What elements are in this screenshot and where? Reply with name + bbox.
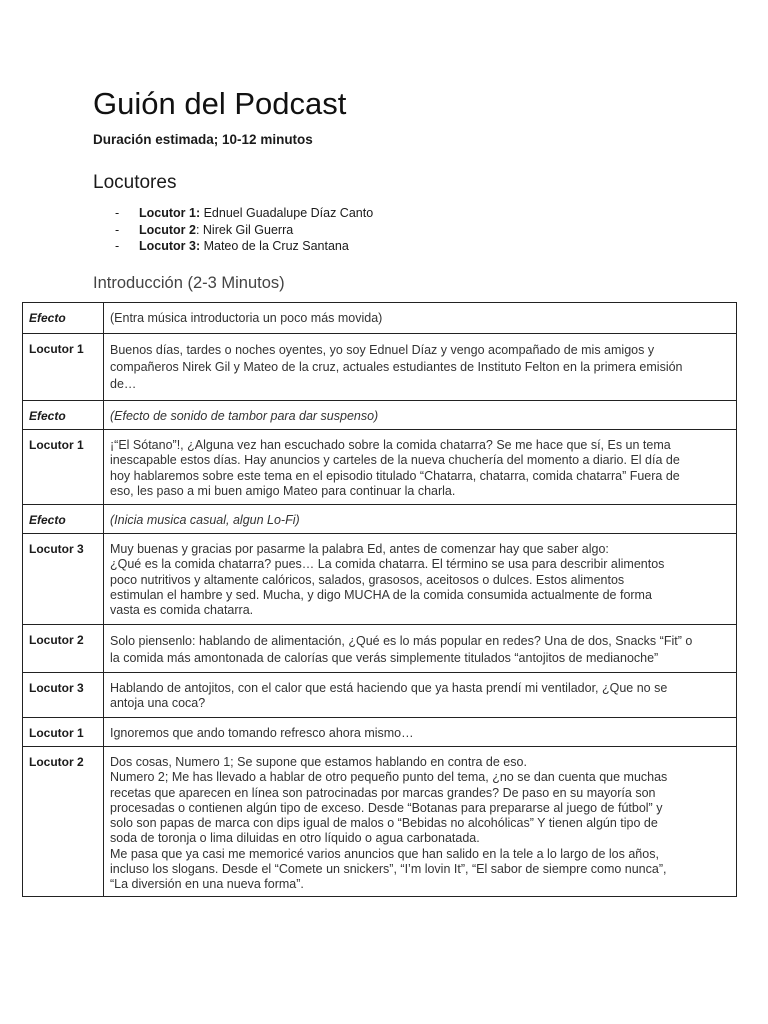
role-cell: Locutor 2: [23, 625, 104, 673]
table-row: [23, 534, 737, 625]
dialogue-line: vasta es comida chatarra.: [110, 603, 254, 618]
duration-subtitle: Duración estimada; 10-12 minutos: [93, 132, 313, 147]
speakers-heading: Locutores: [93, 172, 177, 193]
speaker-item: [115, 238, 373, 255]
dialogue-line: ¿Qué es la comida chatarra? pues… La comida chatarra. El término se usa para describir alimentos: [110, 557, 665, 572]
table-row: [23, 430, 737, 505]
table-row: [23, 673, 737, 718]
role-cell: Locutor 3: [23, 534, 104, 625]
role-cell: Locutor 3: [23, 673, 104, 718]
role-cell: Locutor 1: [23, 718, 104, 747]
dialogue-line: la comida más amontonada de calorías que verás simplemente titulados “antojitos de medianoche”: [110, 651, 659, 665]
script-table: [22, 302, 737, 897]
dialogue-line: “La diversión en una nueva forma”.: [110, 877, 304, 892]
dialogue-cell: [104, 505, 737, 534]
dialogue-line: de…: [110, 377, 137, 391]
dialogue-cell: [104, 625, 737, 673]
dialogue-line: Muy buenas y gracias por pasarme la palabra Ed, antes de comenzar hay que saber algo:: [110, 542, 609, 556]
speaker-label: Locutor 3:: [139, 239, 201, 253]
dialogue-line: Dos cosas, Numero 1; Se supone que estamos hablando en contra de eso.: [110, 755, 527, 769]
speaker-label: Locutor 2: [139, 222, 196, 237]
dialogue-line: procesadas o contienen algún tipo de exceso. Desde “Botanas para prepararse al juego de fútbol” y: [110, 800, 663, 815]
dialogue-cell: [104, 334, 737, 401]
dialogue-line: incluso los slogans. Desde el “Comete un snickers”, “I’m lovin It”, “El sabor de siempre como nunca”,: [110, 862, 667, 877]
dialogue-line: Buenos días, tardes o noches oyentes, yo soy Ednuel Díaz y vengo acompañado de mis amigos y: [110, 343, 655, 357]
speaker-label: Locutor 1:: [139, 206, 201, 220]
dialogue-line: Numero 2; Me has llevado a hablar de otro pequeño punto del tema, ¿no se dan cuenta que muchas: [110, 770, 668, 785]
dialogue-line: recetas que aparecen en línea son patrocinadas por marcas grandes? De paso en su mayoría son: [110, 785, 656, 800]
dialogue-line: inescapable estos días. Hay anuncios y carteles de la nueva chuchería del momento a diario. El día de: [110, 453, 680, 468]
list-dash: -: [115, 222, 120, 237]
dialogue-line: compañeros Nirek Gil y Mateo de la cruz, actuales estudiantes de Instituto Felton en la primera emisión: [110, 360, 683, 374]
dialogue-line: Hablando de antojitos, con el calor que está haciendo que ya hasta prendí mi ventilador, ¿Que no se: [110, 681, 668, 695]
speaker-name: Ednuel Guadalupe Díaz Canto: [200, 206, 374, 220]
dialogue-line: hoy hablaremos sobre este tema en el episodio titulado “Chatarra, chatarra, comida chatarra” Fuera de: [110, 468, 680, 483]
speaker-name: : Nirek Gil Guerra: [195, 222, 294, 237]
dialogue-line: antoja una coca?: [110, 696, 206, 711]
dialogue-cell: [104, 303, 737, 334]
dialogue-cell: [104, 401, 737, 430]
dialogue-cell: [104, 747, 737, 897]
role-cell: Efecto: [23, 303, 104, 334]
speaker-item: [115, 205, 373, 222]
dialogue-line: poco nutritivos y altamente calóricos, salados, grasosos, aceitosos o dulces. Estos alimentos: [110, 572, 625, 587]
dialogue-line: Me pasa que ya casi me memoricé varios anuncios que han salido en la tele a lo largo de los años,: [110, 846, 659, 861]
dialogue-cell: [104, 673, 737, 718]
dialogue-line: (Inicia musica casual, algun Lo-Fi): [110, 513, 300, 527]
dialogue-line: Solo piensenlo: hablando de alimentación, ¿Qué es lo más popular en redes? Una de dos, Snacks “Fit” o: [110, 634, 693, 648]
role-cell: Locutor 2: [23, 747, 104, 897]
dialogue-cell: [104, 430, 737, 505]
table-row: [23, 718, 737, 747]
role-cell: Efecto: [23, 401, 104, 430]
dialogue-line: solo son papas de marca con dips igual de malos o “Bebidas no alcohólicas” Y tienen algún tipo de: [110, 816, 658, 831]
role-cell: Locutor 1: [23, 430, 104, 505]
table-row: [23, 334, 737, 401]
list-dash: -: [115, 239, 120, 253]
table-row: [23, 505, 737, 534]
table-row: [23, 625, 737, 673]
dialogue-line: Ignoremos que ando tomando refresco ahora mismo…: [110, 726, 414, 740]
dialogue-line: estimulan el hambre y sed. Mucha, y digo MUCHA de la comida consumida actualmente de forma: [110, 587, 652, 602]
table-row: [23, 747, 737, 897]
table-row: [23, 401, 737, 430]
dialogue-cell: [104, 718, 737, 747]
role-cell: Efecto: [23, 505, 104, 534]
dialogue-line: (Efecto de sonido de tambor para dar suspenso): [110, 409, 379, 423]
speaker-item: [115, 222, 373, 239]
table-row: [23, 303, 737, 334]
speakers-list: [115, 205, 373, 255]
list-dash: -: [115, 206, 120, 220]
role-cell: Locutor 1: [23, 334, 104, 401]
dialogue-line: soda de toronja o lima diluidas en otro líquido o agua carbonatada.: [110, 831, 480, 846]
dialogue-line: ¡“El Sótano”!, ¿Alguna vez han escuchado sobre la comida chatarra? Se me hace que sí, Es un tema: [110, 438, 671, 452]
dialogue-line: (Entra música introductoria un poco más movida): [110, 311, 383, 325]
dialogue-line: eso, les paso a mi buen amigo Mateo para continuar la charla.: [110, 483, 456, 498]
speaker-name: Mateo de la Cruz Santana: [200, 239, 349, 253]
intro-heading: Introducción (2-3 Minutos): [93, 274, 285, 292]
page-title: Guión del Podcast: [93, 86, 347, 121]
dialogue-cell: [104, 534, 737, 625]
